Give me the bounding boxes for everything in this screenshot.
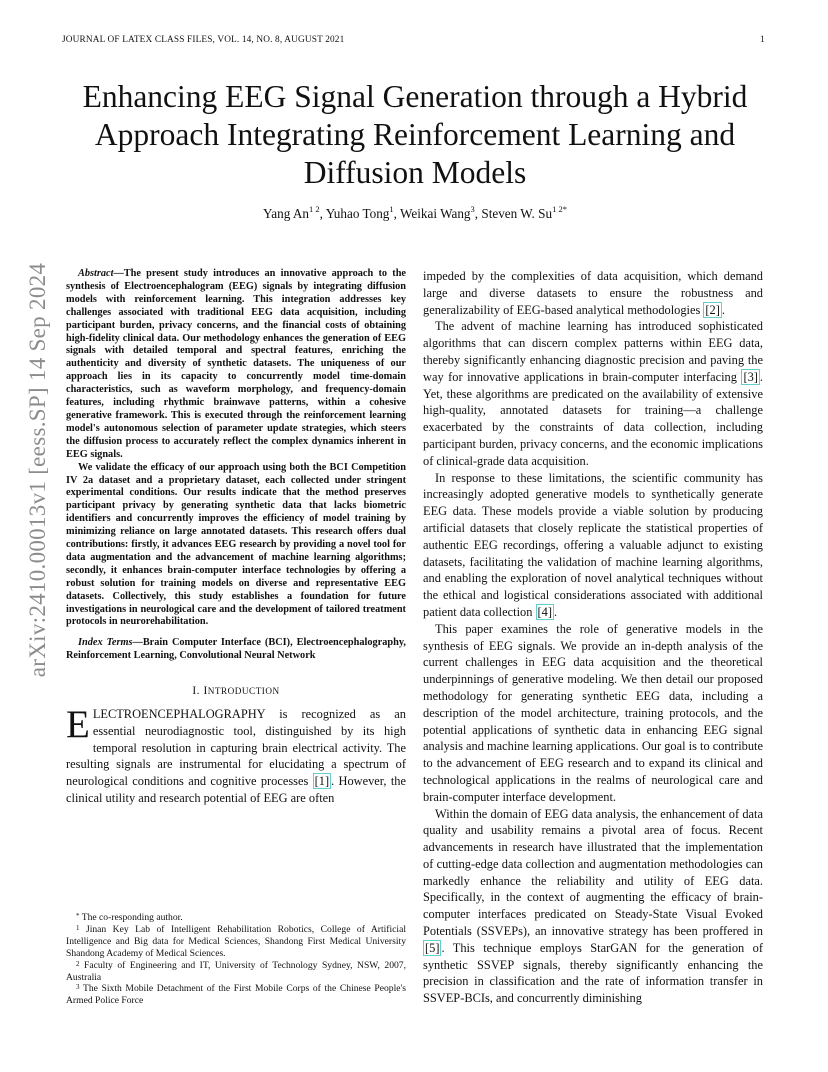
body-paragraph	[423, 806, 763, 1008]
footnote-mark: 2	[76, 959, 80, 968]
body-text: .	[721, 302, 725, 317]
footnote-text: The co-responding author.	[81, 912, 183, 923]
footnote-text: Jinan Key Lab of Intelligent Rehabilitation Robotics, College of Artificial Intelligence and Big data for Medical Sciences, Shandong First Medical University Shandong Academy of Medical Sciences.	[66, 923, 407, 959]
footnote-text: Faculty of Engineering and IT, University of Technology Sydney, NSW, 2007, Australia	[66, 959, 406, 983]
footnote-text: The Sixth Mobile Detachment of the First Mobile Corps of the Chinese People's Armed Police Force	[66, 983, 406, 1007]
author-name: Steven W. Su	[481, 206, 553, 221]
footnote	[66, 924, 406, 960]
paper-title: Enhancing EEG Signal Generation through a Hybrid Approach Integrating Reinforcement Learning and Diffusion Models	[82, 79, 748, 190]
footnote-mark: 1	[76, 923, 80, 932]
footnotes	[66, 912, 406, 1007]
footnote	[66, 960, 406, 984]
author-affiliation: 1 2*	[552, 203, 567, 214]
author-affiliation: 1	[389, 203, 394, 214]
citation-link[interactable]: [2]	[705, 302, 720, 317]
right-column	[423, 268, 763, 1007]
body-text: In response to these limitations, the scientific community has increasingly adopted generative models to synthetically generate EEG data. These models provide a viable solution by producing artificial datasets that closely replicate the statistical properties of authentic EEG recordings, offering a valuable adjunct to existing datasets, facilitating the validation of machine learning algorithms, and enabling the exploration of novel analytical techniques without the ethical and logistical considerations associated with additional patient data collection	[423, 470, 763, 619]
body-text: .	[553, 604, 558, 619]
section-title-rest: NTRODUCTION	[207, 686, 280, 697]
citation-link[interactable]: [1]	[314, 774, 330, 789]
intro-text: LECTROENCEPHALOGRAPHY is recognized as an essential neurodiagnostic tool, distinguished by its high temporal resolution in capturing brain electrical activity. The resulting signals are instrumental for elucidating a spectrum of neurological conditions and cognitive processes	[66, 706, 406, 789]
body-text: . This technique employs StarGAN for the generation of synthetic SSVEP signals, thereby significantly enhancing the precision in classification and the rate of information transfer in SSVEP-BCIs, and concurrently diminishing	[423, 940, 763, 1006]
body-paragraph	[423, 470, 763, 621]
citation-link[interactable]: [3]	[743, 369, 758, 384]
citation-link[interactable]: [4]	[537, 604, 552, 619]
abstract-paragraph: We validate the efficacy of our approach using both the BCI Competition IV 2a dataset and a proprietary dataset, each collected under stringent experimental conditions. Our results indicate that the method preserves participant privacy by generating synthetic data that lacks biometric identifiers and concurrently improves the efficiency of model training by minimizing reliance on large annotated datasets. This research offers dual contributions: firstly, it advances EEG research by providing a novel tool for data augmentation and the advancement of machine learning algorithms; secondly, it enhances brain-computer interface technologies by offering a robust solution for training models on diverse and representative EEG datasets. Collectively, this study establishes a foundation for future investigations in neurological care and the development of tailored treatment protocols in neurorehabilitation.	[66, 461, 406, 628]
author-affiliation: 3	[470, 203, 475, 214]
section-heading	[66, 683, 406, 700]
author-affiliation: 1 2	[308, 203, 320, 214]
abstract-label: Abstract	[78, 268, 114, 279]
intro-text: . However, the clinical utility and research potential of EEG are often	[66, 774, 406, 805]
section-number: I.	[192, 685, 201, 698]
footnote-mark: *	[76, 912, 80, 920]
index-terms-label: Index Terms	[78, 637, 133, 649]
body-text: Within the domain of EEG data analysis, the enhancement of data quality and usability remains a pivotal area of focus. Recent advancements in research have illustrated that the implementation of cutting-edge data collection and augmentation methodologies can markedly enhance the reliability and utility of EEG data. Specifically, in the context of augmenting the efficacy of brain-computer interfaces predicated on Steady-State Visual Evoked Potentials (SSVEPs), an innovative strategy has been proffered in	[423, 806, 763, 939]
citation-link[interactable]: [5]	[425, 940, 440, 955]
index-terms	[66, 637, 406, 663]
index-terms-text: —Brain Computer Interface (BCI), Electroencephalography, Reinforcement Learning, Convolutional Neural Network	[66, 637, 406, 662]
running-header: JOURNAL OF LATEX CLASS FILES, VOL. 14, NO. 8, AUGUST 2021	[62, 35, 345, 45]
footnote-mark: 3	[76, 983, 80, 992]
arxiv-side-stamp	[15, 262, 61, 678]
body-text: impeded by the complexities of data acquisition, which demand large and diverse datasets to ensure the robustness and generalizability of EEG-based analytical methodologies	[423, 269, 763, 317]
author-name: Yang An	[263, 206, 309, 221]
body-paragraph: This paper examines the role of generative models in the synthesis of EEG signals. We provide an in-depth analysis of the current challenges in EEG data acquisition and the theoretical underpinnings of generative modeling. We then detail our proposed methodology for generating synthetic EEG data, including a description of the model architecture, training protocols, and the potential applications of synthetic data in enhancing EEG signal analysis and machine learning applications. Our goal is to contribute to the advancement of EEG research and to expand its clinical and technological applications in the realms of neurological care and brain-computer interface development.	[423, 621, 763, 804]
author-list: Yang $An^{1 2}$, Yuhao Tong$^1$, Weikai Wang$^3$, Steven W. $Su^{1 2*}$	[263, 203, 567, 221]
body-text: The advent of machine learning has introduced sophisticated algorithms that can discern complex patterns within EEG data, thereby significantly enhancing diagnostic precision and paving the way for innovative applications in brain-computer interfacing	[423, 319, 763, 384]
footnote	[66, 983, 406, 1007]
body-paragraph	[423, 318, 763, 469]
author-name: Yuhao Tong	[325, 206, 390, 221]
body-text: . Yet, these algorithms are predicated on the availability of extensive high-quality, annotated datasets for training—a challenge exacerbated by the constraints of data collection, including participant burden, privacy concerns, and the economic implications of clinical-grade data acquisition.	[423, 369, 763, 468]
author-name: Weikai Wang	[400, 206, 471, 221]
abstract-text: —The present study introduces an innovative approach to the synthesis of Electroencephalogram (EEG) signals by integrating diffusion models with reinforcement learning. This integration addresses key challenges associated with traditional EEG data acquisition, including participant burden, privacy concerns, and the financial costs of obtaining high-fidelity clinical data. Our methodology enhances the generation of EEG signals with detailed temporal and spectral features, enriching the authenticity and diversity of synthetic datasets. The uniqueness of our approach lies in its capacity to concurrently model time-domain characteristics, such as waveform morphology, and frequency-domain features, including rhythmic brainwave patterns, within a cohesive generative framework. This is executed through the reinforcement learning model's autonomous selection of parameter update strategies, which steers the diffusion process to accurately reflect the complex dynamics inherent in EEG signals.	[66, 268, 406, 460]
intro-paragraph	[66, 702, 406, 807]
section-title-initial: I	[203, 685, 208, 698]
footnote	[66, 912, 406, 924]
page-number: 1	[760, 35, 765, 45]
left-column	[66, 268, 406, 807]
drop-cap: E	[66, 702, 90, 746]
body-paragraph	[423, 268, 763, 318]
abstract-paragraph	[66, 268, 406, 462]
arxiv-identifier: arXiv:2410.00013v1 [eess.SP] 14 Sep 2024	[25, 262, 50, 678]
